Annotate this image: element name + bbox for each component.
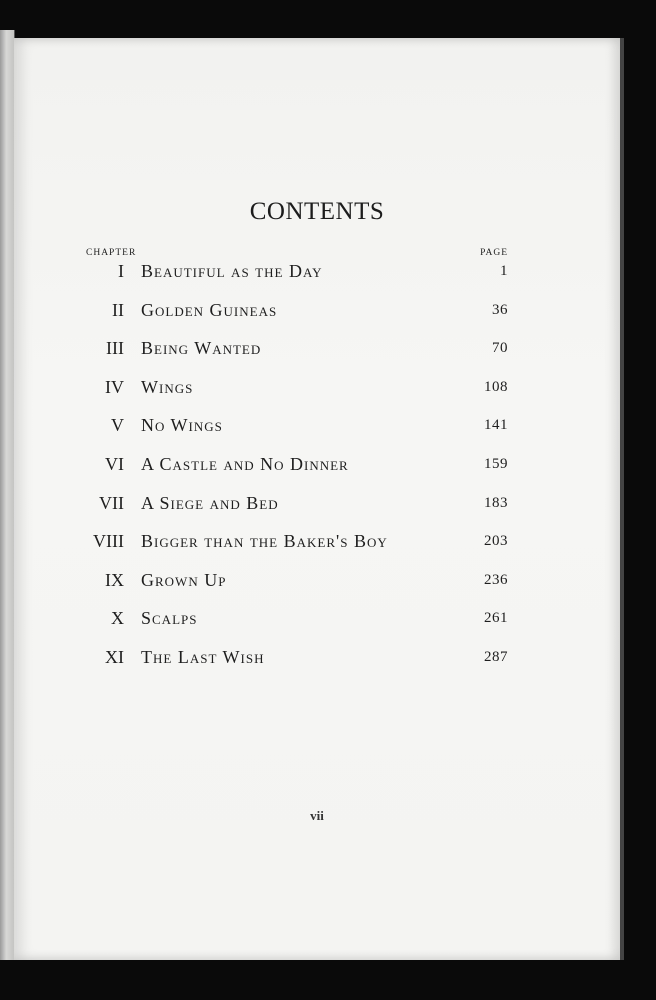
chapter-page: 203 xyxy=(484,533,508,550)
chapter-title: Scalps xyxy=(141,608,198,629)
chapter-title: The Last Wish xyxy=(141,646,265,667)
chapter-page: 70 xyxy=(492,340,508,357)
chapter-number: I xyxy=(118,261,124,281)
chapter-page: 36 xyxy=(492,301,508,318)
chapter-column-header: CHAPTER xyxy=(86,248,137,258)
chapter-title: Wings xyxy=(141,376,194,397)
chapter-page: 261 xyxy=(484,610,508,627)
chapter-title: A Castle and No Dinner xyxy=(141,453,349,474)
chapter-number: VIII xyxy=(93,531,124,552)
chapter-page: 183 xyxy=(484,494,508,511)
left-page-edge xyxy=(0,30,15,960)
chapter-page: 1 xyxy=(500,263,508,279)
chapter-title: No Wings xyxy=(141,415,223,436)
chapter-title: Bigger than the Baker's Boy xyxy=(141,531,388,552)
toc-row xyxy=(14,529,620,568)
chapter-number: X xyxy=(111,608,124,629)
toc-row xyxy=(14,606,620,645)
chapter-page: 159 xyxy=(484,455,508,472)
chapter-number: IV xyxy=(105,376,124,397)
toc-row xyxy=(14,645,620,684)
chapter-page: 141 xyxy=(484,417,508,434)
chapter-number: III xyxy=(106,338,124,359)
chapter-number: V xyxy=(111,415,124,436)
chapter-number: VII xyxy=(99,492,124,513)
table-of-contents xyxy=(14,259,620,684)
toc-row xyxy=(14,375,620,414)
chapter-page: 236 xyxy=(484,571,508,588)
chapter-page: 108 xyxy=(484,378,508,395)
book-page xyxy=(14,38,620,960)
chapter-number: XI xyxy=(105,646,124,667)
toc-row xyxy=(14,298,620,337)
chapter-title: Grown Up xyxy=(141,569,227,590)
chapter-number: IX xyxy=(105,569,124,590)
chapter-title: Being Wanted xyxy=(141,338,262,359)
toc-row xyxy=(14,491,620,530)
toc-row xyxy=(14,336,620,375)
page-column-header: PAGE xyxy=(480,248,508,258)
chapter-page: 287 xyxy=(484,648,508,665)
toc-row xyxy=(14,413,620,452)
chapter-number: II xyxy=(112,299,124,320)
chapter-title: A Siege and Bed xyxy=(141,492,279,513)
chapter-title: Beautiful as the Day xyxy=(141,261,323,281)
chapter-number: VI xyxy=(105,453,124,474)
toc-row xyxy=(14,452,620,491)
toc-row xyxy=(14,568,620,607)
chapter-title: Golden Guineas xyxy=(141,299,278,320)
right-page-edge xyxy=(620,38,624,960)
contents-title: CONTENTS xyxy=(249,198,385,225)
toc-row xyxy=(14,259,620,298)
page-folio: vii xyxy=(310,808,324,823)
